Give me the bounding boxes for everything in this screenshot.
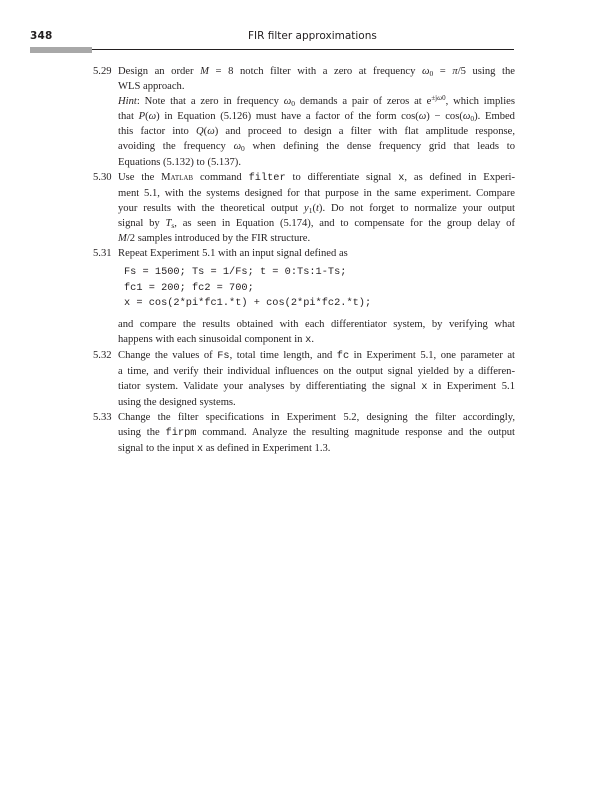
running-header [30, 30, 514, 44]
exercise-5-32 [93, 348, 515, 410]
exercise-text-line: avoiding the frequency $\omega_0$ when defining the dense frequency grid that leads to [118, 141, 515, 154]
code-line: x = cos(2*pi*fc1.*t) + cos(2*pi*fc2.*t); [124, 297, 372, 310]
exercise-text-line: a time, and verify their individual influences on the output signal yielded by a differen- [118, 366, 515, 377]
exercise-text-line: Use the Matlab command filter to differentiate signal x, as defined in Experi- [118, 171, 516, 184]
exercise-text-line: signal by $T_s$, as seen in Equation (5.174), and to compensate for the group delay of [118, 217, 515, 230]
exercise-text-line: happens with each sinusoidal component in x. [118, 333, 314, 346]
exercise-text-line: that P(ω) in Equation (5.126) must have a factor of the form $\cos(\omega) - \cos(\omega_0)$. Embed [118, 111, 515, 124]
code-line: fc1 = 200; fc2 = 700; [124, 281, 254, 294]
exercise-text-line: M/2 samples introduced by the FIR structure. [118, 233, 311, 245]
exercise-text-line: Repeat Experiment 5.1 with an input signal defined as [118, 248, 348, 260]
exercise-text-line: Design an order M = 8 notch filter with a zero at frequency $\omega_0 = \pi/5$ using the [118, 66, 516, 78]
header-rule [92, 49, 514, 50]
exercise-text-line: this factor into Q(ω) and proceed to design a filter with flat amplitude response, [118, 126, 515, 138]
code-block [118, 265, 515, 312]
code-line: Fs = 1500; Ts = 1/Fs; t = 0:Ts:1-Ts; [124, 266, 347, 279]
exercise-5-30 [93, 170, 515, 246]
exercise-5-31 [93, 246, 515, 348]
exercise-text-line: tiator system. Validate your analyses by differentiating the signal x in Experiment 5.1 [118, 381, 515, 394]
exercise-number: 5.30 [93, 171, 112, 183]
exercise-text-line: Hint: Note that a zero in frequency $\omega_0$ demands a pair of zeros at $e^{\pm j\omega 0}$, which implies [118, 94, 515, 109]
page-number: 348 [30, 30, 53, 42]
exercise-text-line: using the designed systems. [118, 397, 236, 409]
exercise-text-line: using the firpm command. Analyze the resulting magnitude response and the output [118, 427, 515, 440]
running-title: FIR filter approximations [248, 30, 377, 42]
exercise-text-line: Change the filter specifications in Experiment 5.2, designing the filter accordingly, [118, 412, 515, 424]
exercise-5-29 [93, 64, 515, 170]
exercise-number: 5.32 [93, 349, 112, 361]
exercise-text-line: Change the values of Fs, total time length, and fc in Experiment 5.1, one parameter at [118, 349, 515, 362]
header-accent-bar [30, 47, 92, 53]
exercise-text-line: Equations (5.132) to (5.137). [118, 156, 241, 168]
exercise-number: 5.31 [93, 248, 112, 260]
exercise-number: 5.33 [93, 412, 112, 424]
exercise-text-line: signal to the input x as defined in Experiment 1.3. [118, 443, 331, 456]
exercise-list [93, 64, 515, 458]
exercise-5-33 [93, 410, 515, 457]
exercise-text-line: ment 5.1, with the systems designed for that purpose in the same experiment. Compare [118, 187, 515, 199]
exercise-text-line: and compare the results obtained with each differentiator system, by verifying what [118, 318, 515, 330]
exercise-text-line: your results with the theoretical output $y_1(t)$. Do not forget to normalize your output [118, 202, 516, 215]
exercise-text-line: WLS approach. [118, 81, 185, 93]
exercise-number: 5.29 [93, 66, 112, 77]
